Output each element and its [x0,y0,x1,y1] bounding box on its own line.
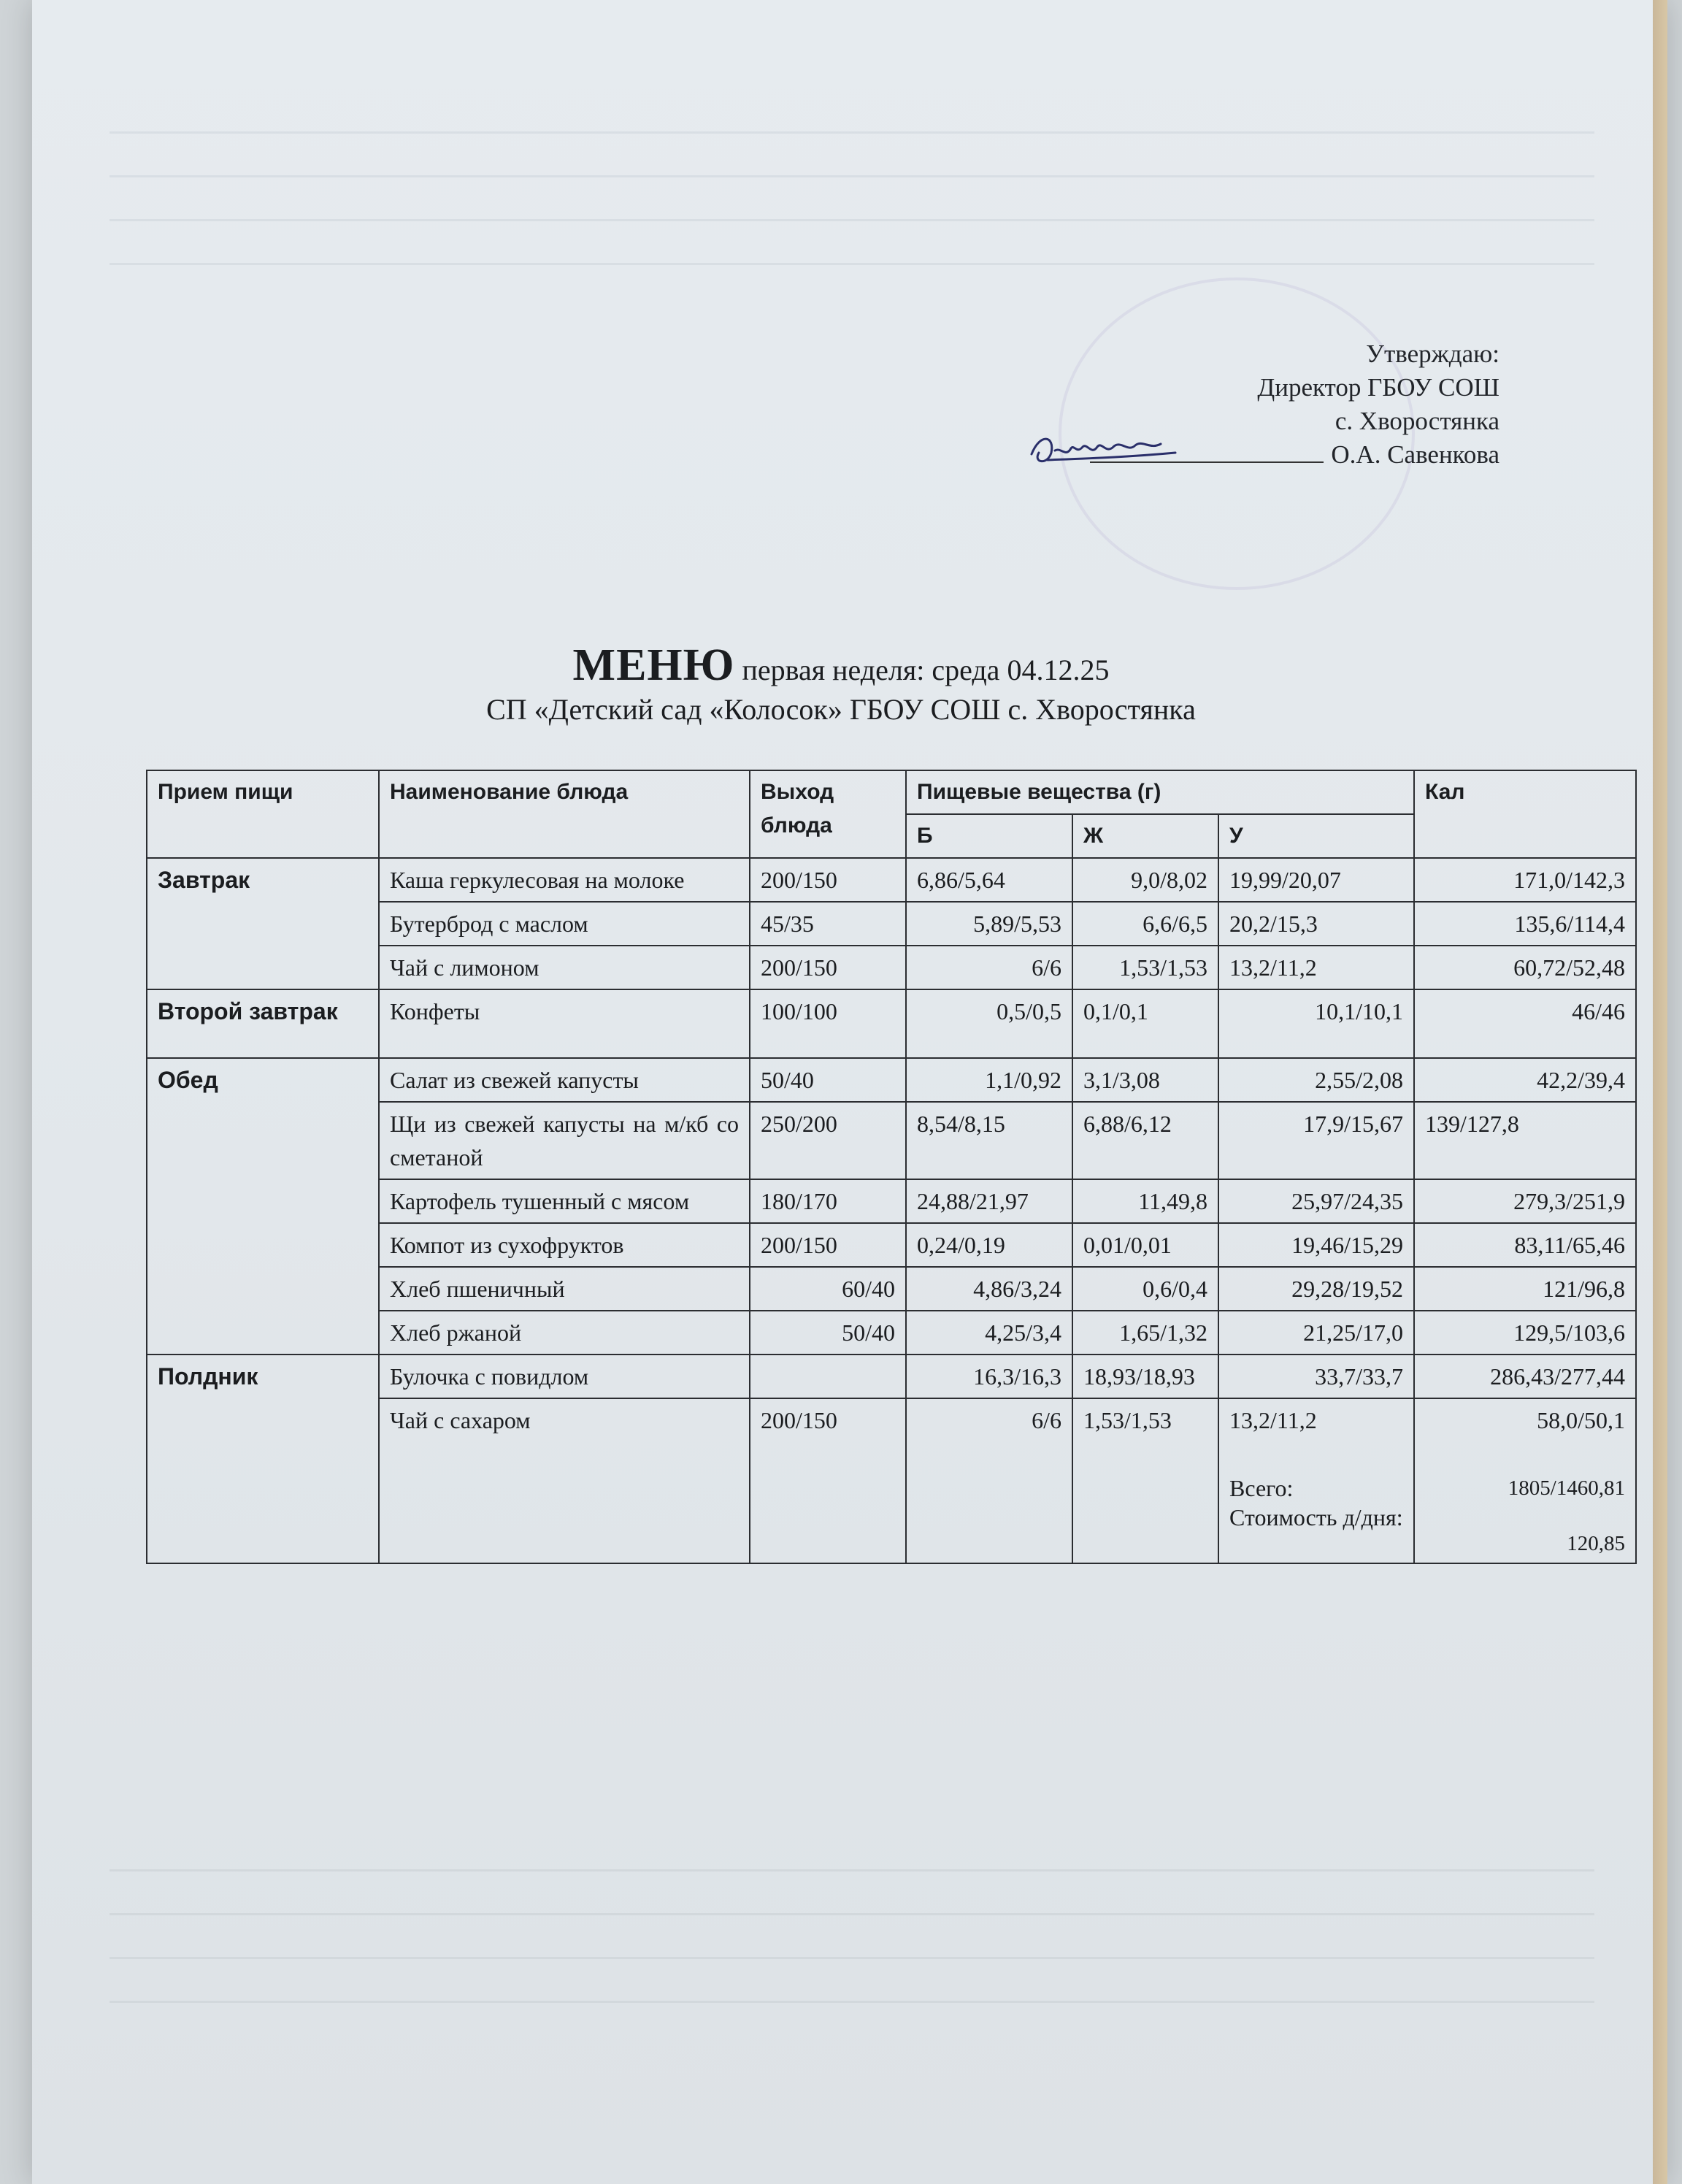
table-row [147,858,1636,902]
protein-cell: 16,3/16,3 [906,1355,1072,1398]
yield-cell: 50/40 [750,1058,906,1102]
cost-value: 120,85 [1567,1532,1626,1555]
fat-cell: 0,6/0,4 [1072,1267,1218,1311]
header-kcal: Кал [1414,770,1636,858]
kcal-cell: 129,5/103,6 [1414,1311,1636,1355]
kcal-cell: 286,43/277,44 [1414,1355,1636,1398]
kcal-cell: 279,3/251,9 [1414,1179,1636,1223]
kcal-cell: 139/127,8 [1414,1102,1636,1179]
yield-cell: 180/170 [750,1179,906,1223]
table-row [147,1058,1636,1102]
page-subtitle: СП «Детский сад «Колосок» ГБОУ СОШ с. Хворостянка [486,693,1196,726]
header-carbs: У [1218,814,1414,858]
fat-cell: 18,93/18,93 [1072,1355,1218,1398]
carbs-value: 13,2/11,2 [1229,1407,1317,1433]
kcal-cell: 135,6/114,4 [1414,902,1636,946]
bleed-through-line [110,1957,1594,1959]
dish-cell: Конфеты [379,989,750,1058]
yield-cell: 50/40 [750,1311,906,1355]
dish-cell: Компот из сухофруктов [379,1223,750,1267]
header-row [147,770,1636,814]
title-rest: первая неделя: среда 04.12.25 [742,654,1110,686]
bleed-through-line [110,175,1594,177]
meal-cell: Второй завтрак [147,989,379,1058]
dish-cell: Чай с сахаром [379,1398,750,1563]
kcal-cell: 121/96,8 [1414,1267,1636,1311]
protein-cell: 1,1/0,92 [906,1058,1072,1102]
protein-cell: 6/6 [906,946,1072,989]
header-protein: Б [906,814,1072,858]
carbs-cell: 2,55/2,08 [1218,1058,1414,1102]
dish-cell: Чай с лимоном [379,946,750,989]
carbs-cell: 19,46/15,29 [1218,1223,1414,1267]
header-meal: Прием пищи [147,770,379,858]
total-label: Всего: [1229,1475,1294,1501]
yield-cell: 200/150 [750,858,906,902]
handwritten-signature [1026,425,1183,472]
protein-cell: 24,88/21,97 [906,1179,1072,1223]
approval-signer: О.А. Савенкова [1331,440,1499,469]
protein-cell: 8,54/8,15 [906,1102,1072,1179]
yield-cell: 200/150 [750,946,906,989]
kcal-cell: 46/46 [1414,989,1636,1058]
dish-cell: Булочка с повидлом [379,1355,750,1398]
yield-cell: 60/40 [750,1267,906,1311]
approval-line: с. Хворостянка [1335,407,1499,435]
protein-cell: 5,89/5,53 [906,902,1072,946]
header-fat: Ж [1072,814,1218,858]
fat-cell: 3,1/3,08 [1072,1058,1218,1102]
kcal-cell: 42,2/39,4 [1414,1058,1636,1102]
approval-line: Утверждаю: [1366,340,1499,368]
meal-cell: Завтрак [147,858,379,989]
bleed-through-line [110,219,1594,221]
protein-cell: 4,25/3,4 [906,1311,1072,1355]
menu-table [146,770,1637,1564]
fat-cell: 6,6/6,5 [1072,902,1218,946]
yield-cell [750,1355,906,1398]
meal-cell: Обед [147,1058,379,1355]
header-dish: Наименование блюда [379,770,750,858]
table-row [147,989,1636,1058]
fat-cell: 0,1/0,1 [1072,989,1218,1058]
dish-cell: Салат из свежей капусты [379,1058,750,1102]
header-yield: Выход блюда [750,770,906,858]
yield-cell: 100/100 [750,989,906,1058]
bleed-through-line [110,1869,1594,1871]
dish-cell: Картофель тушенный с мясом [379,1179,750,1223]
dish-cell: Бутерброд с маслом [379,902,750,946]
protein-cell: 0,5/0,5 [906,989,1072,1058]
totals-labels [1229,1474,1403,1532]
dish-cell: Хлеб пшеничный [379,1267,750,1311]
protein-cell: 6,86/5,64 [906,858,1072,902]
total-value: 1805/1460,81 [1508,1476,1626,1500]
fat-cell: 1,53/1,53 [1072,946,1218,989]
bleed-through-line [110,263,1594,265]
cost-label: Стоимость д/дня: [1229,1504,1403,1530]
dish-cell: Хлеб ржаной [379,1311,750,1355]
fat-cell: 11,49,8 [1072,1179,1218,1223]
carbs-and-totals-cell [1218,1398,1414,1563]
bleed-through-line [110,131,1594,134]
kcal-and-totals-cell [1414,1398,1636,1563]
totals-values [1425,1474,1625,1558]
kcal-cell: 171,0/142,3 [1414,858,1636,902]
fat-cell: 1,65/1,32 [1072,1311,1218,1355]
protein-cell: 4,86/3,24 [906,1267,1072,1311]
table-row [147,1355,1636,1398]
dish-cell: Каша геркулесовая на молоке [379,858,750,902]
yield-cell: 200/150 [750,1223,906,1267]
yield-cell: 250/200 [750,1102,906,1179]
carbs-cell: 33,7/33,7 [1218,1355,1414,1398]
header-nutrients: Пищевые вещества (г) [906,770,1414,814]
carbs-cell: 21,25/17,0 [1218,1311,1414,1355]
carbs-cell: 25,97/24,35 [1218,1179,1414,1223]
dish-cell: Щи из свежей капусты на м/кб со сметаной [379,1102,750,1179]
meal-cell: Полдник [147,1355,379,1563]
carbs-cell: 20,2/15,3 [1218,902,1414,946]
bleed-through-line [110,2001,1594,2003]
protein-cell: 0,24/0,19 [906,1223,1072,1267]
fat-cell: 6,88/6,12 [1072,1102,1218,1179]
page-title [0,640,1682,691]
approval-line: Директор ГБОУ СОШ [1257,373,1499,402]
bleed-through-line [110,1913,1594,1915]
carbs-cell: 10,1/10,1 [1218,989,1414,1058]
fat-cell: 0,01/0,01 [1072,1223,1218,1267]
kcal-cell: 83,11/65,46 [1414,1223,1636,1267]
yield-cell: 45/35 [750,902,906,946]
title-main: МЕНЮ [572,640,735,690]
kcal-cell: 60,72/52,48 [1414,946,1636,989]
yield-cell: 200/150 [750,1398,906,1563]
paper-edge [1653,0,1667,2184]
fat-cell: 1,53/1,53 [1072,1398,1218,1563]
carbs-cell: 17,9/15,67 [1218,1102,1414,1179]
carbs-cell: 13,2/11,2 [1218,946,1414,989]
kcal-value: 58,0/50,1 [1537,1407,1626,1433]
fat-cell: 9,0/8,02 [1072,858,1218,902]
carbs-cell: 29,28/19,52 [1218,1267,1414,1311]
protein-cell: 6/6 [906,1398,1072,1563]
carbs-cell: 19,99/20,07 [1218,858,1414,902]
